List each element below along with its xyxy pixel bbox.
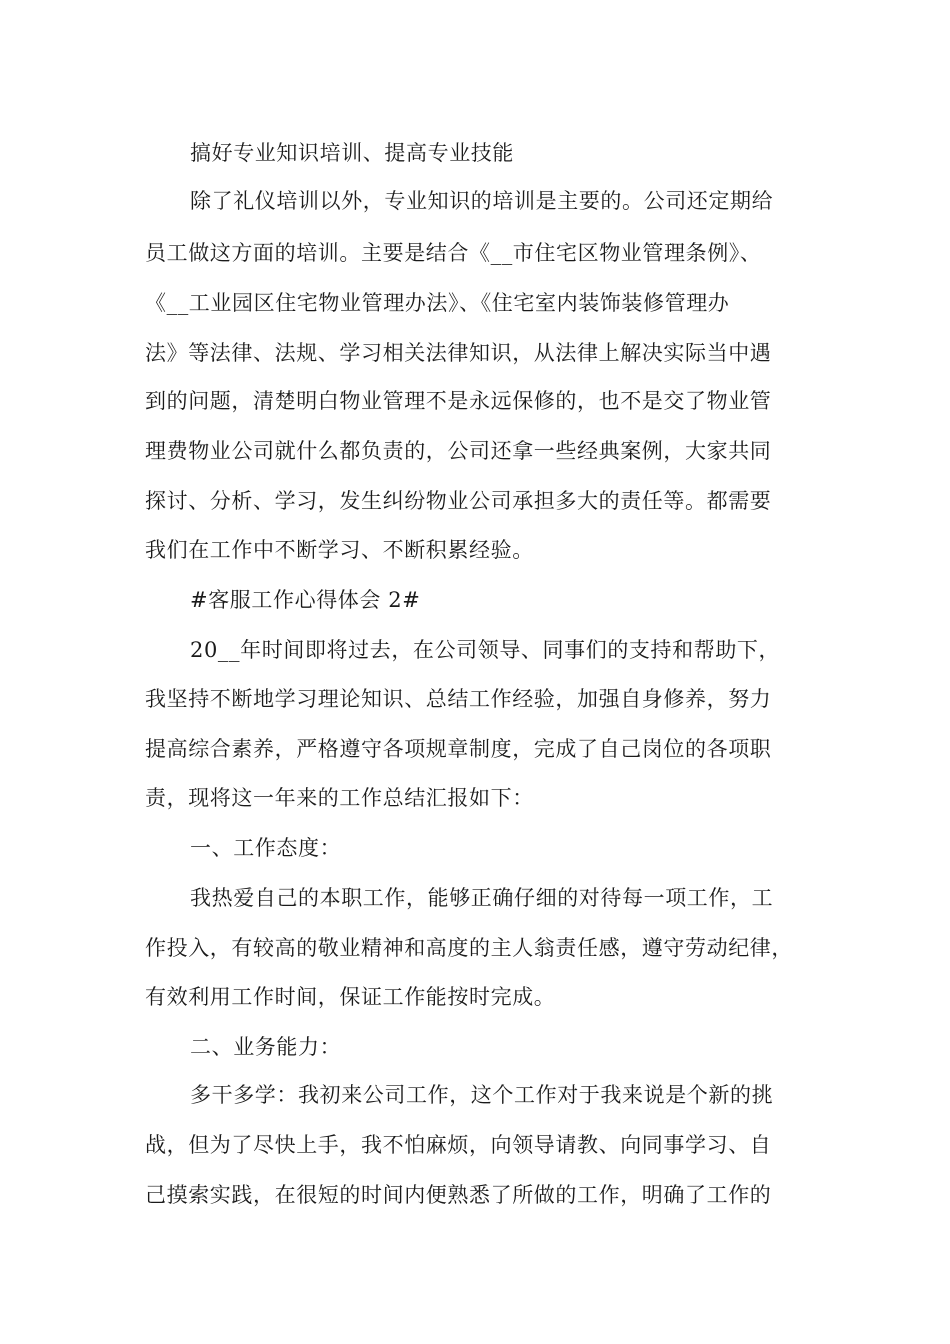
section-heading: 一、工作态度： bbox=[190, 836, 342, 860]
paragraph-line: 多干多学：我初来公司工作，这个工作对于我来说是个新的挑 bbox=[190, 1083, 774, 1107]
paragraph-line: 战，但为了尽快上手，我不怕麻烦，向领导请教、向同事学习、自 bbox=[145, 1133, 772, 1157]
section-title: #客服工作心得体会 2# bbox=[190, 588, 421, 612]
section-heading: 搞好专业知识培训、提高专业技能 bbox=[190, 141, 514, 165]
paragraph-line: 员工做这方面的培训。主要是结合《__市住宅区物业管理条例》、 bbox=[145, 241, 762, 265]
paragraph-line: 《__工业园区住宅物业管理办法》、《住宅室内装饰装修管理办 bbox=[145, 291, 730, 315]
paragraph-line: 20__年时间即将过去，在公司领导、同事们的支持和帮助下， bbox=[190, 638, 781, 662]
paragraph-line: 己摸索实践，在很短的时间内便熟悉了所做的工作，明确了工作的 bbox=[145, 1183, 772, 1207]
paragraph-line: 理费物业公司就什么都负责的，公司还拿一些经典案例，大家共同 bbox=[145, 439, 772, 463]
paragraph-line: 有效利用工作时间，保证工作能按时完成。 bbox=[145, 985, 556, 1009]
paragraph-line: 我热爱自己的本职工作，能够正确仔细的对待每一项工作，工 bbox=[190, 886, 774, 910]
paragraph-line: 到的问题，清楚明白物业管理不是永远保修的，也不是交了物业管 bbox=[145, 389, 772, 413]
paragraph-line: 我坚持不断地学习理论知识、总结工作经验，加强自身修养，努力 bbox=[145, 687, 772, 711]
paragraph-line: 除了礼仪培训以外，专业知识的培训是主要的。公司还定期给 bbox=[190, 189, 774, 213]
paragraph-line: 我们在工作中不断学习、不断积累经验。 bbox=[145, 538, 534, 562]
paragraph-line: 作投入，有较高的敬业精神和高度的主人翁责任感，遵守劳动纪律， bbox=[145, 936, 793, 960]
paragraph-line: 法》等法律、法规、学习相关法律知识，从法律上解决实际当中遇 bbox=[145, 341, 772, 365]
paragraph-line: 探讨、分析、学习，发生纠纷物业公司承担多大的责任等。都需要 bbox=[145, 489, 772, 513]
paragraph-line: 提高综合素养，严格遵守各项规章制度，完成了自己岗位的各项职 bbox=[145, 737, 772, 761]
section-heading: 二、业务能力： bbox=[190, 1035, 342, 1059]
paragraph-line: 责，现将这一年来的工作总结汇报如下： bbox=[145, 786, 534, 810]
